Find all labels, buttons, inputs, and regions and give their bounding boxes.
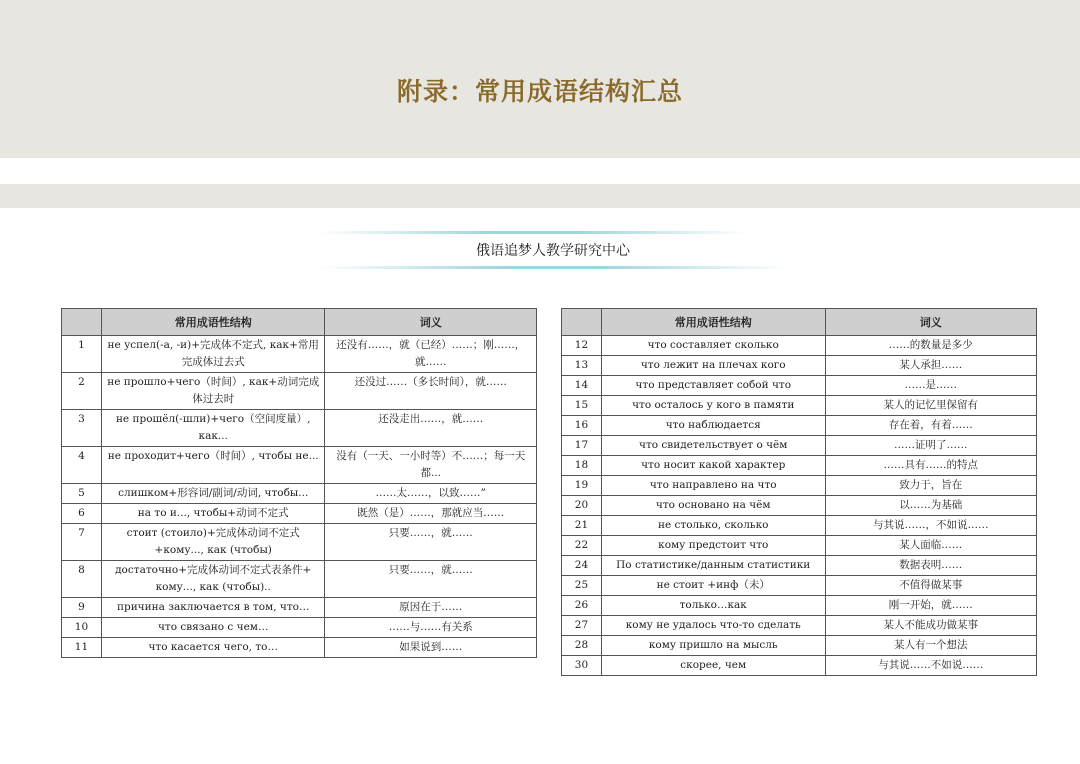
- row-number: 19: [562, 476, 602, 496]
- table-row: [562, 536, 1037, 556]
- table-row: [62, 524, 537, 561]
- row-number: 24: [562, 556, 602, 576]
- table-row: [562, 356, 1037, 376]
- row-structure: не столько, сколько: [601, 516, 825, 536]
- row-meaning: 还没过……（多长时间），就……: [325, 373, 537, 410]
- row-number: 17: [562, 436, 602, 456]
- column-header-number: [62, 309, 102, 336]
- column-header-structure: 常用成语性结构: [601, 309, 825, 336]
- table-header-row: [62, 309, 537, 336]
- row-structure: только…как: [601, 596, 825, 616]
- row-number: 16: [562, 416, 602, 436]
- row-meaning: 原因在于……: [325, 598, 537, 618]
- row-meaning: ……与……有关系: [325, 618, 537, 638]
- table-row: [562, 576, 1037, 596]
- row-structure: что составляет сколько: [601, 336, 825, 356]
- row-number: 22: [562, 536, 602, 556]
- table-row: [562, 656, 1037, 676]
- row-structure: не прошло+чего（时间）, как+动词完成体过去时: [101, 373, 325, 410]
- table-row: [62, 638, 537, 658]
- table-row: [562, 456, 1037, 476]
- row-number: 27: [562, 616, 602, 636]
- table-row: [62, 598, 537, 618]
- row-structure: что носит какой характер: [601, 456, 825, 476]
- row-number: 25: [562, 576, 602, 596]
- idiom-table-left: [61, 308, 537, 658]
- idiom-table-right: [561, 308, 1037, 676]
- row-meaning: 致力于，旨在: [825, 476, 1036, 496]
- table-row: [62, 504, 537, 524]
- row-structure: что лежит на плечах кого: [601, 356, 825, 376]
- org-top-rule: [318, 231, 748, 234]
- row-meaning: 与其说……，不如说……: [825, 516, 1036, 536]
- row-meaning: 存在着，有着……: [825, 416, 1036, 436]
- table-row: [62, 484, 537, 504]
- row-meaning: 既然（是）……，那就应当……: [325, 504, 537, 524]
- table-row: [62, 410, 537, 447]
- row-meaning: 刚一开始，就……: [825, 596, 1036, 616]
- table-row: [562, 556, 1037, 576]
- table-header-row: [562, 309, 1037, 336]
- table-row: [562, 616, 1037, 636]
- row-structure: что осталось у кого в памяти: [601, 396, 825, 416]
- row-number: 2: [62, 373, 102, 410]
- row-meaning: 只要……，就……: [325, 524, 537, 561]
- column-header-meaning: 词义: [825, 309, 1036, 336]
- page-title: 附录：常用成语结构汇总: [396, 77, 683, 106]
- row-meaning: 不值得做某事: [825, 576, 1036, 596]
- table-row: [562, 596, 1037, 616]
- row-number: 15: [562, 396, 602, 416]
- table-row: [62, 618, 537, 638]
- row-meaning: 如果说到……: [325, 638, 537, 658]
- row-structure: кому предстоит что: [601, 536, 825, 556]
- row-meaning: 还没有……，就（已经）……；刚……，就……: [325, 336, 537, 373]
- table-row: [562, 496, 1037, 516]
- row-number: 1: [62, 336, 102, 373]
- row-structure: достаточно+完成体动词不定式表条件+ кому..., как (чтобы)..: [101, 561, 325, 598]
- row-structure: По статистике/данным статистики: [601, 556, 825, 576]
- row-structure: кому не удалось что-то сделать: [601, 616, 825, 636]
- row-number: 14: [562, 376, 602, 396]
- row-number: 11: [62, 638, 102, 658]
- row-structure: не прошёл(-шли)+чего（空间度量）, как...: [101, 410, 325, 447]
- row-meaning: 某人承担……: [825, 356, 1036, 376]
- row-structure: на то и..., чтобы+动词不定式: [101, 504, 325, 524]
- row-meaning: ……是……: [825, 376, 1036, 396]
- table-row: [62, 336, 537, 373]
- table-row: [562, 636, 1037, 656]
- row-number: 13: [562, 356, 602, 376]
- table-row: [62, 373, 537, 410]
- row-structure: что наблюдается: [601, 416, 825, 436]
- table-row: [62, 561, 537, 598]
- column-header-number: [562, 309, 602, 336]
- row-structure: что связано с чем…: [101, 618, 325, 638]
- row-structure: слишком+形容词/副词/动词, чтобы...: [101, 484, 325, 504]
- row-number: 7: [62, 524, 102, 561]
- row-meaning: 某人的记忆里保留有: [825, 396, 1036, 416]
- row-structure: скорее, чем: [601, 656, 825, 676]
- row-number: 21: [562, 516, 602, 536]
- row-number: 6: [62, 504, 102, 524]
- row-structure: что направлено на что: [601, 476, 825, 496]
- row-number: 30: [562, 656, 602, 676]
- row-meaning: ……具有……的特点: [825, 456, 1036, 476]
- row-structure: что касается чего, то…: [101, 638, 325, 658]
- table-row: [62, 447, 537, 484]
- row-number: 3: [62, 410, 102, 447]
- table-row: [562, 376, 1037, 396]
- row-number: 5: [62, 484, 102, 504]
- row-structure: что представляет собой что: [601, 376, 825, 396]
- row-structure: кому пришло на мысль: [601, 636, 825, 656]
- row-structure: не успел(-а, -и)+完成体不定式, как+常用完成体过去式: [101, 336, 325, 373]
- row-meaning: 与其说……不如说……: [825, 656, 1036, 676]
- row-structure: стоит (стоило)+完成体动词不定式+кому..., как (чтобы): [101, 524, 325, 561]
- table-row: [562, 396, 1037, 416]
- row-number: 8: [62, 561, 102, 598]
- table-row: [562, 416, 1037, 436]
- row-number: 4: [62, 447, 102, 484]
- row-number: 28: [562, 636, 602, 656]
- row-structure: что основано на чём: [601, 496, 825, 516]
- org-bottom-rule: [318, 266, 788, 269]
- row-meaning: 以……为基础: [825, 496, 1036, 516]
- table-row: [562, 336, 1037, 356]
- row-meaning: 只要……，就……: [325, 561, 537, 598]
- row-meaning: ……太……，以致……”: [325, 484, 537, 504]
- org-name: 俄语追梦人教学研究中心: [476, 243, 630, 259]
- row-meaning: ……的数量是多少: [825, 336, 1036, 356]
- row-meaning: 没有（一天、一小时等）不……；每一天都...: [325, 447, 537, 484]
- row-meaning: 某人不能成功做某事: [825, 616, 1036, 636]
- column-header-meaning: 词义: [325, 309, 537, 336]
- row-meaning: 某人有一个想法: [825, 636, 1036, 656]
- row-structure: причина заключается в том, что…: [101, 598, 325, 618]
- row-number: 9: [62, 598, 102, 618]
- row-meaning: 数据表明……: [825, 556, 1036, 576]
- row-meaning: ……证明了……: [825, 436, 1036, 456]
- row-number: 10: [62, 618, 102, 638]
- row-structure: не стоит +инф（未）: [601, 576, 825, 596]
- row-number: 18: [562, 456, 602, 476]
- row-structure: что свидетельствует о чём: [601, 436, 825, 456]
- row-number: 20: [562, 496, 602, 516]
- row-number: 26: [562, 596, 602, 616]
- row-structure: не проходит+чего（时间）, чтобы не...: [101, 447, 325, 484]
- row-number: 12: [562, 336, 602, 356]
- column-header-structure: 常用成语性结构: [101, 309, 325, 336]
- row-meaning: 某人面临……: [825, 536, 1036, 556]
- table-row: [562, 516, 1037, 536]
- table-row: [562, 476, 1037, 496]
- table-row: [562, 436, 1037, 456]
- row-meaning: 还没走出……，就……: [325, 410, 537, 447]
- separator-band: [0, 184, 1080, 208]
